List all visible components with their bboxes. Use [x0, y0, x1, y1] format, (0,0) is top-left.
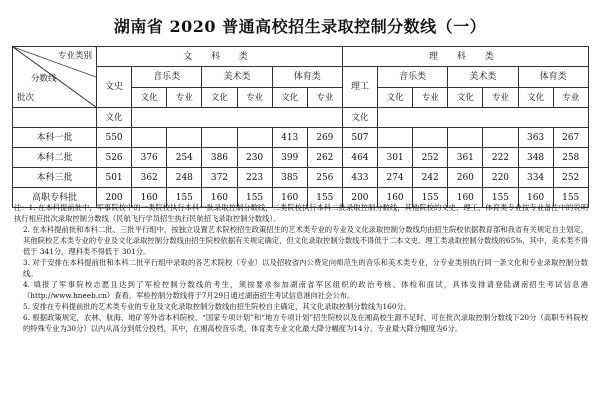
score-cell: 361	[448, 148, 483, 168]
score-cell: 155	[553, 188, 588, 208]
batch-label: 本科一批	[13, 128, 97, 148]
score-cell: 160	[272, 188, 307, 208]
score-cell: 267	[553, 128, 588, 148]
score-cell: 160	[518, 188, 553, 208]
score-cell: 362	[132, 168, 167, 188]
score-cell	[378, 128, 413, 148]
score-cell	[483, 128, 518, 148]
score-table	[12, 46, 589, 208]
note-paragraph: 2. 在本科提前批和本科二批、三批平行组中，按独立设置艺术院校招生政策招生的艺术类专业的专业及文化录取控制分数线均由招生院校依据教育部和我省有关规定自主划定，其他院校艺术类专业的专业及文化录取控制分数线由招生院校依据有关规定确定，但文化录取控制分数线不得低于二本文史、理工类录取控制分数线的65%，其中，美术类不得低于 341分，理科类不得低于 301分。	[23, 225, 588, 256]
score-cell: 160	[202, 188, 237, 208]
score-cell	[132, 128, 167, 148]
score-cell: 252	[553, 168, 588, 188]
score-cell: 155	[237, 188, 272, 208]
sub-header: 文化	[342, 108, 377, 128]
sub-header: 专业	[237, 88, 272, 108]
group-header-like: 理 科 类	[342, 47, 588, 67]
score-cell: 200	[342, 188, 377, 208]
sub-header: 专业	[553, 88, 588, 108]
sub-header: 文化	[202, 88, 237, 108]
score-cell: 220	[483, 168, 518, 188]
sub-header: 文化	[518, 88, 553, 108]
sub-header-spacer	[132, 108, 343, 128]
score-cell: 399	[272, 148, 307, 168]
col-header: 音乐类	[378, 67, 448, 88]
score-cell: 334	[518, 168, 553, 188]
score-cell: 501	[97, 168, 132, 188]
score-cell: 386	[202, 148, 237, 168]
notes-section	[14, 202, 588, 334]
score-cell: 260	[448, 168, 483, 188]
score-cell: 160	[132, 188, 167, 208]
header-batch-label: 批次	[17, 93, 35, 103]
score-cell: 160	[378, 188, 413, 208]
page-title: 湖南省 2020 普通高校招生录取控制分数线（一）	[113, 17, 487, 36]
sub-header: 专业	[483, 88, 518, 108]
score-cell: 242	[413, 168, 448, 188]
col-header: 美术类	[202, 67, 272, 88]
sub-header: 专业	[413, 88, 448, 108]
score-cell: 433	[342, 168, 377, 188]
col-header: 体育类	[518, 67, 588, 88]
note-paragraph: 6. 根据政策规定，农林、航海、地矿等外省本科院校、“国家专项计划”和“地方专项计划”招生院校以及在湘高校生源不足时，可在批次录取控制分数线下20分（高职专科院校的特殊专业为30分）以内从高分到低分投档，其中，在湘高校音乐类、体育类专业文化最大降分幅度为14分、专业最大降分幅度为6分。	[23, 313, 588, 333]
score-cell: 254	[167, 148, 202, 168]
score-cell: 155	[483, 188, 518, 208]
sub-header-spacer	[13, 108, 97, 128]
score-cell: 155	[167, 188, 202, 208]
sub-header: 文化	[132, 88, 167, 108]
sub-header: 文化	[448, 88, 483, 108]
note-paragraph: 3. 对于安排在本科提前批和本科二批平行组中录取的各艺术院校（专业）以及招收省内公费定向师范生的音乐和美术类专业，分专业类别执行同一条文化和专业录取控制分数线。	[23, 258, 588, 278]
score-cell: 274	[378, 168, 413, 188]
score-cell: 222	[483, 148, 518, 168]
score-cell: 363	[518, 128, 553, 148]
score-cell: 507	[342, 128, 377, 148]
score-cell: 376	[132, 148, 167, 168]
score-cell: 256	[307, 168, 342, 188]
score-cell: 301	[378, 148, 413, 168]
sub-header: 专业	[307, 88, 342, 108]
col-header: 文史	[97, 67, 132, 108]
note-paragraph: 5. 安排在专科提前批的艺术类专业的专业及文化录取控制分数线由招生院校自主确定，其文化录取控制分数线为160分。	[23, 302, 412, 311]
score-cell: 550	[97, 128, 132, 148]
col-header: 体育类	[272, 67, 342, 88]
col-header: 理工	[342, 67, 377, 108]
score-cell: 385	[272, 168, 307, 188]
score-cell: 200	[97, 188, 132, 208]
sub-header-spacer	[378, 108, 589, 128]
table-row	[13, 168, 589, 188]
score-cell	[413, 128, 448, 148]
group-header-wenke: 文 科 类	[97, 47, 343, 67]
note-paragraph: 注：1. 在本科提前批中，军事院校中的一类院校执行本科一批录取控制分数线，二类院校执行本科二批录取控制分数线，其他院校的文史、理工、体育类专业按专业备注中的说明执行相应批次录取控制分数线（民航飞行学员招生执行民航招飞录取控制分数线）。	[14, 203, 588, 223]
score-cell: 223	[237, 168, 272, 188]
sub-header: 文化	[378, 88, 413, 108]
score-cell: 372	[202, 168, 237, 188]
score-cell: 526	[97, 148, 132, 168]
table-row	[13, 148, 589, 168]
score-cell: 230	[237, 148, 272, 168]
score-cell: 413	[272, 128, 307, 148]
score-cell: 155	[307, 188, 342, 208]
table-row	[13, 128, 589, 148]
score-cell	[167, 128, 202, 148]
score-cell: 258	[553, 148, 588, 168]
score-cell: 348	[518, 148, 553, 168]
header-category-label: 专业类别	[57, 51, 92, 61]
col-header: 音乐类	[132, 67, 202, 88]
batch-label: 高职专科批	[13, 188, 97, 208]
score-cell: 160	[448, 188, 483, 208]
score-cell: 269	[307, 128, 342, 148]
sub-header: 文化	[272, 88, 307, 108]
header-score-label: 分数线	[31, 74, 57, 84]
score-cell: 252	[413, 148, 448, 168]
score-cell	[237, 128, 272, 148]
batch-label: 本科二批	[13, 148, 97, 168]
note-paragraph: 4. 填报了军事院校志愿且达到了军检控制分数线的考生，须按要求参加湖南省军区组织的政治考核、体检和面试，具体安排请登陆湖南招生考试信息港（http://www.hneeb.cn）查看，军检控制分数线将于7月29日通过湖南招生考试信息港向社会公布。	[23, 280, 588, 300]
score-cell: 155	[413, 188, 448, 208]
batch-label: 本科三批	[13, 168, 97, 188]
score-cell: 464	[342, 148, 377, 168]
sub-header: 专业	[167, 88, 202, 108]
diagonal-header-cell	[13, 47, 97, 108]
score-cell: 248	[167, 168, 202, 188]
score-cell	[202, 128, 237, 148]
score-cell: 262	[307, 148, 342, 168]
col-header: 美术类	[448, 67, 518, 88]
score-cell	[448, 128, 483, 148]
sub-header: 文化	[97, 108, 132, 128]
